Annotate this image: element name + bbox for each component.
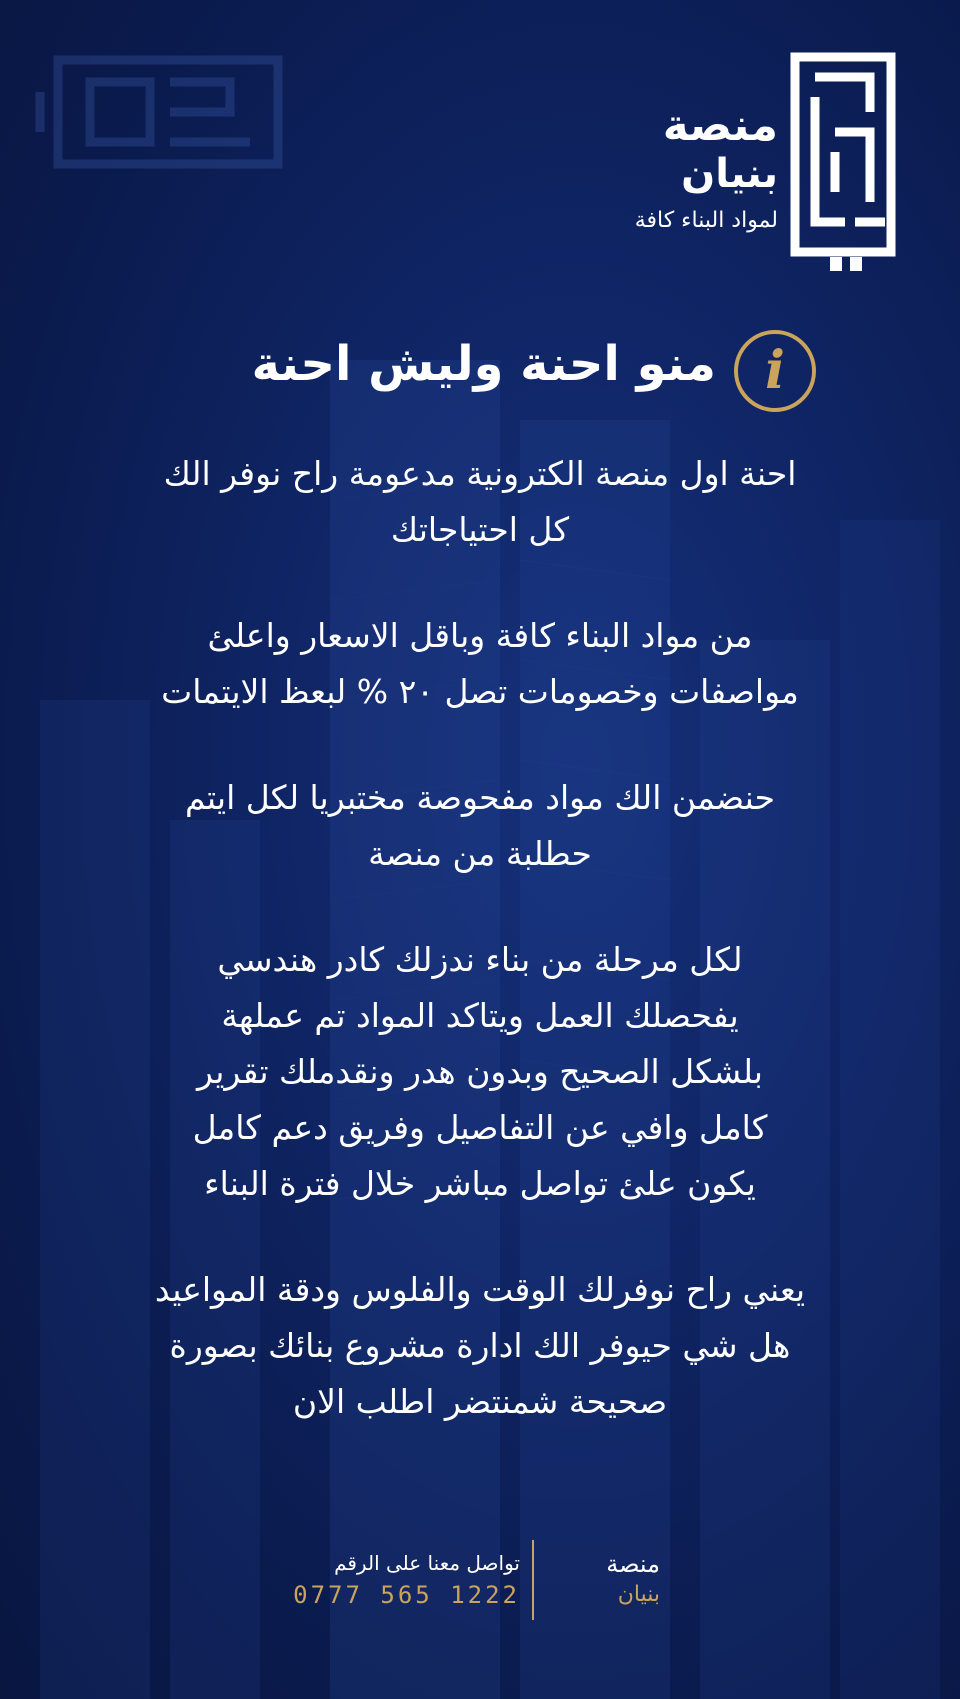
paragraph-line: حطلبة من منصة	[368, 834, 592, 873]
contact-label: تواصل معنا على الرقم	[334, 1551, 520, 1575]
footer-divider	[532, 1540, 534, 1620]
paragraph-line: يفحصلك العمل ويتاكد المواد تم عملهة	[221, 996, 739, 1035]
paragraph-line: هل شي حيوفر الك ادارة مشروع بنائك بصورة	[169, 1326, 791, 1365]
paragraph-line: بلشكل الصحيح وبدون هدر ونقدملك تقرير	[197, 1052, 763, 1091]
paragraph-intro	[100, 446, 860, 558]
paragraph-line: يكون علئ تواصل مباشر خلال فترة البناء	[204, 1164, 756, 1203]
paragraph-line: حنضمن الك مواد مفحوصة مختبريا لكل ايتم	[184, 778, 776, 817]
brand-header	[536, 52, 896, 282]
brand-tagline: لمواد البناء كافة	[634, 208, 778, 233]
info-icon: i	[734, 330, 816, 412]
footer-contact	[280, 1548, 520, 1612]
paragraph-line: صحيحة شمنتضر اطلب الان	[292, 1382, 668, 1421]
paragraph-line: كامل وافي عن التفاصيل وفريق دعم كامل	[192, 1108, 768, 1147]
footer-brand-line1: منصة	[606, 1550, 660, 1578]
phone-number[interactable]: 0777 565 1222	[293, 1581, 520, 1609]
paragraph-closing	[100, 1262, 860, 1430]
paragraph-line: من مواد البناء كافة وباقل الاسعار واعلئ	[207, 616, 753, 655]
footer-brand-line2: بنيان	[617, 1582, 660, 1607]
footer-brand	[550, 1548, 660, 1610]
paragraph-line: احنة اول منصة الكترونية مدعومة راح نوفر الك	[163, 454, 797, 493]
page-title: منو احنة وليش احنة	[251, 336, 716, 392]
body-content	[100, 446, 860, 1480]
paragraph-line: لكل مرحلة من بناء ندزلك كادر هندسي	[217, 940, 743, 979]
section-heading	[0, 330, 960, 416]
paragraph-line: كل احتياجاتك	[390, 510, 570, 549]
brand-name-line1: منصة	[662, 100, 778, 151]
watermark-logo-icon	[30, 52, 285, 172]
paragraph-line: مواصفات وخصومات تصل ٢٠ % لبعظ الايتمات	[161, 672, 799, 711]
footer	[0, 1540, 960, 1630]
brand-logo-icon	[790, 52, 896, 274]
paragraph-line: يعني راح نوفرلك الوقت والفلوس ودقة المواعيد	[154, 1270, 806, 1309]
paragraph-quality	[100, 770, 860, 882]
paragraph-prices	[100, 608, 860, 720]
brand-name-line2: بنيان	[681, 151, 778, 197]
brand-text	[635, 102, 778, 236]
paragraph-engineering	[100, 932, 860, 1212]
